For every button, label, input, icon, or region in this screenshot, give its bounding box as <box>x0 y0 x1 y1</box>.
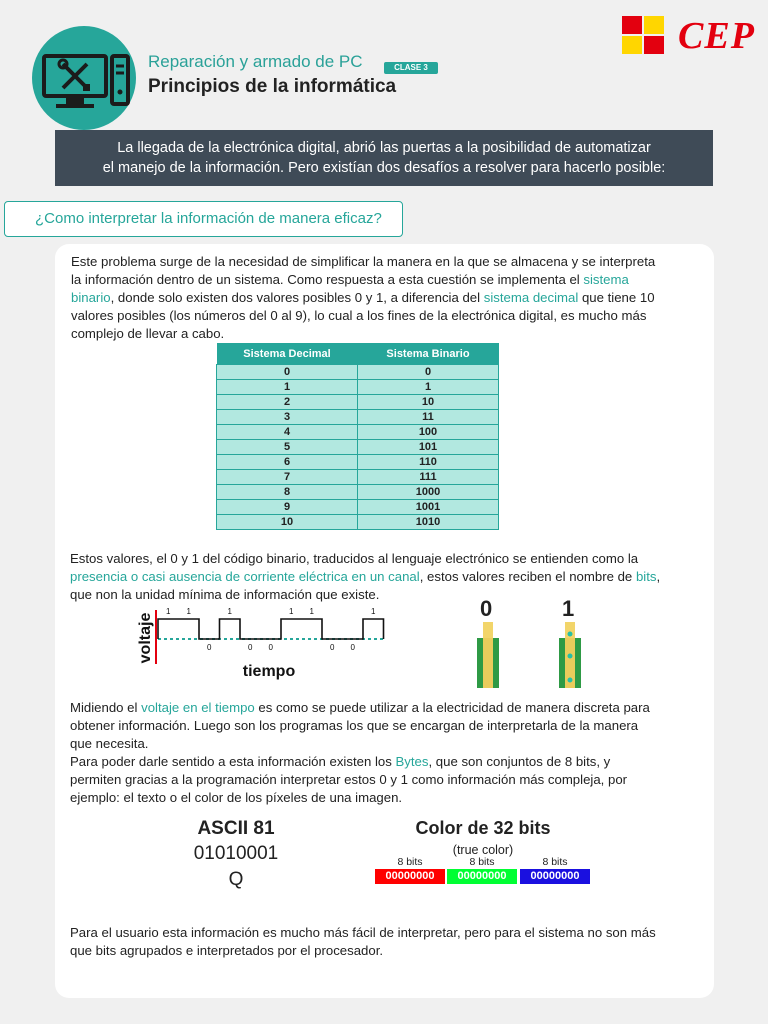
cep-logo-squares <box>622 16 664 54</box>
binary-cell: 110 <box>358 455 499 470</box>
decimal-cell: 4 <box>217 425 358 440</box>
table-header-binary: Sistema Binario <box>358 343 499 365</box>
bit-label: 1 <box>227 607 232 616</box>
bits-line: que non la unidad mínima de información que existe. <box>70 587 380 602</box>
color-green-byte: 00000000 <box>447 869 517 884</box>
voltage-line: que necesita. <box>70 736 149 751</box>
banner-line-1: La llegada de la electrónica digital, abrió las puertas a la posibilidad de automatizar <box>117 140 651 156</box>
voltage-line: ejemplo: el texto o el color de los píxeles de una imagen. <box>70 790 403 805</box>
cep-logo-text: CEP <box>678 15 755 57</box>
decimal-cell: 8 <box>217 485 358 500</box>
decimal-cell: 1 <box>217 380 358 395</box>
bits-line: Estos valores, el 0 y 1 del código binario, traducidos al lenguaje electrónico se entienden como la <box>70 551 639 566</box>
decimal-cell: 2 <box>217 395 358 410</box>
voltage-axis-label: voltaje <box>137 612 154 664</box>
table-row <box>217 410 499 425</box>
binary-table <box>216 343 499 530</box>
intro-paragraph <box>71 253 711 343</box>
channel-zero-icon <box>472 622 504 688</box>
closing-line: Para el usuario esta información es mucho más fácil de interpretar, pero para el sistema no son más <box>70 925 656 940</box>
binary-cell: 0 <box>358 365 499 380</box>
decimal-cell: 10 <box>217 515 358 530</box>
voltage-line: Midiendo el voltaje en el tiempo es como se puede utilizar a la electricidad de manera discreta para <box>70 700 650 715</box>
table-row <box>217 515 499 530</box>
intro-line: complejo de llevar a cabo. <box>71 326 225 341</box>
channel-one-label: 1 <box>562 596 575 621</box>
course-subtitle: Reparación y armado de PC <box>148 52 363 71</box>
voltage-line: Para poder darle sentido a esta información existen los Bytes, que son conjuntos de 8 bits, y <box>70 754 611 769</box>
binary-cell: 1001 <box>358 500 499 515</box>
bit-label: 0 <box>248 643 253 652</box>
voltage-line: obtener información. Luego son los programas los que se encargan de interpretarla de la manera <box>70 718 639 733</box>
binary-cell: 111 <box>358 470 499 485</box>
table-row <box>217 470 499 485</box>
page-title: Principios de la informática <box>148 76 397 97</box>
ascii-char: Q <box>228 869 244 890</box>
ascii-binary: 01010001 <box>193 843 279 864</box>
color-blue-label: 8 bits <box>542 856 568 868</box>
bits-paragraph <box>70 550 710 604</box>
bit-label: 1 <box>186 607 191 616</box>
color-red-label: 8 bits <box>397 856 423 868</box>
channel-zero-label: 0 <box>480 596 493 621</box>
table-header-decimal: Sistema Decimal <box>217 343 358 365</box>
ascii-title: ASCII 81 <box>197 818 275 839</box>
intro-line: la información dentro de un sistema. Como respuesta a esta cuestión se implementa el sistema <box>71 272 629 287</box>
bit-label: 0 <box>350 643 355 652</box>
decimal-cell: 5 <box>217 440 358 455</box>
bit-label: 0 <box>330 643 335 652</box>
intro-line: binario, donde solo existen dos valores posibles 0 y 1, a diferencia del sistema decimal que tiene 10 <box>71 290 655 305</box>
binary-cell: 1000 <box>358 485 499 500</box>
binary-cell: 10 <box>358 395 499 410</box>
voltage-paragraph <box>70 699 710 807</box>
table-row <box>217 365 499 380</box>
signal-marks <box>158 607 384 652</box>
color-subtitle: (true color) <box>452 843 514 857</box>
color-red-byte: 00000000 <box>375 869 445 884</box>
bits-line: presencia o casi ausencia de corriente eléctrica en un canal, estos valores reciben el nombre de bits, <box>70 569 661 584</box>
voltage-line: permiten gracias a la programación interpretar estos 0 y 1 como información más compleja, por <box>70 772 628 787</box>
binary-cell: 101 <box>358 440 499 455</box>
table-row <box>217 380 499 395</box>
bit-label: 0 <box>268 643 273 652</box>
table-row <box>217 455 499 470</box>
class-badge: CLASE 3 <box>384 62 438 74</box>
bit-label: 1 <box>166 607 171 616</box>
time-axis-label: tiempo <box>242 663 296 680</box>
table-body <box>217 365 499 530</box>
bit-label: 1 <box>289 607 294 616</box>
bit-label: 1 <box>371 607 376 616</box>
banner-line-2: el manejo de la información. Pero existían dos desafíos a resolver para hacerlo posible: <box>102 160 666 176</box>
color-green-label: 8 bits <box>469 856 495 868</box>
bit-label: 0 <box>207 643 212 652</box>
intro-line: valores posibles (los números del 0 al 9), lo cual a los fines de la electrónica digital, es mucho más <box>71 308 647 323</box>
color-blue-byte: 00000000 <box>520 869 590 884</box>
voltage-signal-diagram <box>136 602 396 682</box>
signal-wave <box>158 619 384 639</box>
computer-tools-icon <box>32 26 136 130</box>
decimal-cell: 7 <box>217 470 358 485</box>
closing-line: que bits agrupados e interpretados por el procesador. <box>70 943 384 958</box>
intro-banner <box>55 130 713 186</box>
table-row <box>217 485 499 500</box>
decimal-cell: 6 <box>217 455 358 470</box>
decimal-cell: 0 <box>217 365 358 380</box>
binary-cell: 11 <box>358 410 499 425</box>
binary-cell: 1010 <box>358 515 499 530</box>
color-title: Color de 32 bits <box>415 818 551 838</box>
table-row <box>217 500 499 515</box>
table-row <box>217 425 499 440</box>
binary-cell: 1 <box>358 380 499 395</box>
decimal-cell: 9 <box>217 500 358 515</box>
table-row <box>217 395 499 410</box>
channel-one-icon <box>554 622 586 688</box>
decimal-cell: 3 <box>217 410 358 425</box>
bit-label: 1 <box>309 607 314 616</box>
binary-cell: 100 <box>358 425 499 440</box>
table-row <box>217 440 499 455</box>
logo-circle <box>32 26 136 130</box>
question-box: ¿Como interpretar la información de manera eficaz? <box>4 201 403 237</box>
intro-line: Este problema surge de la necesidad de simplificar la manera en la que se almacena y se interpreta <box>71 254 656 269</box>
closing-paragraph <box>70 924 710 960</box>
